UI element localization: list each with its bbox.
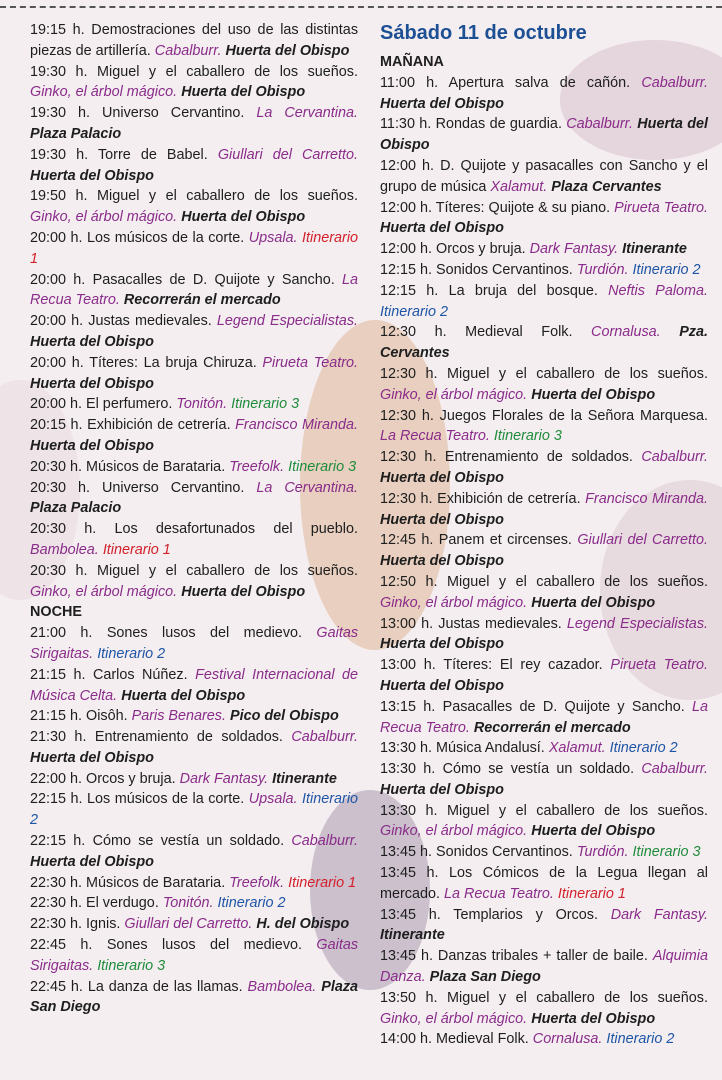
entry-group: Turdión.: [576, 844, 629, 861]
schedule-entry: [380, 905, 708, 947]
entry-title: Miguel y el caballero de los sueños.: [447, 989, 708, 1006]
entry-title: Juegos Florales de la Señora Marquesa.: [439, 407, 708, 424]
schedule-entry: [380, 946, 708, 988]
entry-title: Los músicos de la corte.: [87, 229, 245, 246]
entry-group: Festival Internacional de Música Celta.: [30, 666, 358, 704]
entry-time: 14:00 h.: [380, 1031, 433, 1048]
entry-location: Huerta del Obispo: [380, 511, 504, 528]
entry-group: Ginko, el árbol mágico.: [30, 209, 178, 226]
entry-group: Giullari del Carretto.: [124, 916, 253, 933]
entry-title: Miguel y el caballero de los sueños.: [97, 188, 358, 205]
entry-location: Plaza San Diego: [429, 969, 541, 986]
entry-group: La Recua Teatro.: [380, 428, 490, 445]
entry-time: 22:45 h.: [30, 937, 93, 954]
schedule-entry: [380, 114, 708, 156]
schedule-entry: [380, 260, 708, 281]
entry-title: Torre de Babel.: [97, 146, 208, 163]
entry-time: 12:15 h.: [380, 282, 439, 299]
entry-location: Huerta del Obispo: [380, 469, 504, 486]
entry-group: Tonitón.: [176, 396, 228, 413]
schedule-entry: [380, 447, 708, 489]
entry-time: 19:50 h.: [30, 188, 88, 205]
entry-title: Universo Cervantino.: [102, 479, 245, 496]
schedule-entry: [30, 893, 358, 914]
schedule-entry: [380, 364, 708, 406]
entry-group: Cabalburr.: [566, 116, 633, 133]
entry-group: Xalamut.: [548, 740, 606, 757]
entry-title: Oisôh.: [86, 708, 128, 725]
entry-itinerary: Itinerario 2: [97, 645, 166, 662]
entry-itinerary: Itinerario 2: [217, 895, 286, 912]
entry-group: La Cervantina.: [256, 105, 358, 122]
schedule-entry: [380, 738, 708, 759]
entry-location: Huerta del Obispo: [30, 167, 154, 184]
entry-title: Sones lusos del medievo.: [106, 937, 303, 954]
entry-title: Música Andalusí.: [436, 740, 545, 757]
entry-time: 21:30 h.: [30, 729, 87, 746]
entry-title: La bruja del bosque.: [448, 282, 598, 299]
entry-time: 11:30 h.: [380, 116, 432, 133]
entry-group: Cabalburr.: [641, 74, 708, 91]
schedule-entry: [30, 103, 358, 145]
schedule-entry: [380, 655, 708, 697]
entry-title: Sonidos Cervantinos.: [436, 844, 573, 861]
schedule-entry: [30, 311, 358, 353]
entry-itinerary: Itinerario 1: [288, 874, 357, 891]
entry-location: Huerta del Obispo: [30, 333, 154, 350]
entry-title: Miguel y el caballero de los sueños.: [447, 573, 708, 590]
entry-time: 13:30 h.: [380, 802, 438, 819]
entry-group: Giullari del Carretto.: [577, 532, 709, 549]
schedule-entry: [30, 457, 358, 478]
entry-group: Treefolk.: [229, 874, 285, 891]
schedule-entry: [30, 935, 358, 977]
entry-time: 12:00 h.: [380, 241, 433, 258]
schedule-entry: [30, 789, 358, 831]
entry-group: Paris Benares.: [131, 708, 226, 725]
entry-group: Xalamut.: [490, 178, 548, 195]
entry-title: Apertura salva de cañón.: [448, 74, 631, 91]
entry-time: 20:30 h.: [30, 479, 91, 496]
entry-time: 22:30 h.: [30, 874, 83, 891]
entry-time: 12:30 h.: [380, 407, 434, 424]
entry-time: 12:30 h.: [380, 490, 433, 507]
entry-location: Huerta del Obispo: [121, 687, 246, 704]
section-heading: MAÑANA: [380, 54, 444, 70]
entry-group: Neftis Paloma.: [608, 282, 709, 299]
schedule-entry: [30, 270, 358, 312]
entry-group: Gaitas Sirigaitas.: [30, 625, 359, 662]
entry-time: 13:45 h.: [380, 865, 439, 882]
entry-title: Entrenamiento de soldados.: [444, 449, 633, 466]
entry-title: Músicos de Barataria.: [86, 458, 226, 475]
entry-location: Huerta del Obispo: [30, 375, 154, 392]
entry-location: Recorrerán el mercado: [123, 292, 281, 309]
entry-itinerary: Itinerario 2: [632, 261, 701, 278]
entry-title: Miguel y el caballero de los sueños.: [97, 562, 358, 579]
entry-time: 20:30 h.: [30, 562, 88, 579]
entry-time: 22:00 h.: [30, 770, 83, 787]
entry-time: 13:45 h.: [380, 844, 433, 861]
schedule-entry: [30, 519, 358, 561]
schedule-entry: [30, 727, 358, 769]
entry-location: Huerta del Obispo: [531, 594, 656, 611]
schedule-entry: [380, 988, 708, 1030]
entry-time: 13:30 h.: [380, 740, 433, 757]
entry-location: Huerta del Obispo: [380, 553, 504, 570]
schedule-entry: [30, 623, 358, 665]
schedule-entry: [380, 156, 708, 198]
entry-time: 22:30 h.: [30, 895, 83, 912]
schedule-entry: [380, 239, 708, 260]
entry-location: Huerta del Obispo: [225, 42, 350, 59]
entry-time: 19:30 h.: [30, 146, 89, 163]
schedule-entry: [30, 977, 358, 1019]
entry-itinerary: Itinerario 1: [557, 885, 626, 902]
entry-group: Francisco Miranda.: [585, 490, 709, 507]
entry-time: 13:30 h.: [380, 761, 436, 778]
schedule-entry: [380, 697, 708, 739]
entry-group: Dark Fantasy.: [179, 770, 269, 787]
entry-location: Itinerante: [272, 770, 337, 787]
entry-group: Pirueta Teatro.: [610, 657, 709, 674]
schedule-entry: [30, 665, 358, 707]
entry-time: 12:30 h.: [380, 324, 447, 341]
entry-group: Cabalburr.: [641, 761, 709, 778]
entry-itinerary: Itinerario 1: [30, 229, 359, 267]
entry-time: 19:30 h.: [30, 105, 91, 122]
entry-title: Ignis.: [86, 916, 121, 933]
entry-time: 20:30 h.: [30, 521, 97, 538]
entry-location: Huerta del Obispo: [181, 209, 306, 226]
entry-title: Carlos Núñez.: [92, 666, 188, 683]
entry-title: Orcos y bruja.: [436, 241, 526, 258]
entry-title: Medieval Folk.: [465, 324, 573, 341]
schedule-entry: [380, 614, 708, 656]
entry-time: 20:30 h.: [30, 458, 83, 475]
entry-time: 13:00 h.: [380, 615, 434, 632]
entry-time: 20:00 h.: [30, 354, 84, 371]
schedule-entry: [30, 873, 358, 894]
entry-location: Huerta del Obispo: [380, 781, 504, 798]
entry-group: Cabalburr.: [154, 42, 222, 59]
schedule-entry: [380, 572, 708, 614]
schedule-entry: [380, 322, 708, 364]
entry-group: Ginko, el árbol mágico.: [380, 1010, 528, 1027]
entry-location: Plaza San Diego: [30, 978, 359, 1016]
entry-location: Plaza Cervantes: [551, 178, 662, 195]
entry-itinerary: Itinerario 3: [97, 957, 166, 974]
entry-group: La Recua Teatro.: [444, 885, 554, 902]
day-heading: Sábado 11 de octubre: [380, 22, 587, 44]
entry-location: Huerta del Obispo: [531, 1010, 656, 1027]
entry-title: Entrenamiento de soldados.: [94, 729, 283, 746]
schedule-entry: [30, 228, 358, 270]
entry-title: Los Cómicos de la Legua llegan al mercado.: [380, 865, 709, 902]
schedule-entry: [380, 406, 708, 448]
entry-location: Itinerante: [380, 927, 445, 944]
entry-group: Gaitas Sirigaitas.: [30, 937, 359, 974]
entry-group: Cornalusa.: [591, 324, 661, 341]
entry-title: Los músicos de la corte.: [87, 791, 245, 808]
entry-title: El perfumero.: [86, 396, 173, 413]
entry-title: Títeres: Quijote & su piano.: [435, 199, 611, 216]
schedule-entry: [380, 489, 708, 531]
entry-group: Ginko, el árbol mágico.: [380, 594, 528, 611]
schedule-entry: [380, 281, 708, 323]
entry-location: Huerta del Obispo: [380, 116, 708, 154]
entry-time: 12:45 h.: [380, 532, 434, 549]
entry-location: Recorrerán el mercado: [473, 719, 631, 736]
entry-title: Exhibición de cetrería.: [87, 417, 231, 434]
entry-title: Sonidos Cervantinos.: [436, 261, 573, 278]
entry-time: 12:15 h.: [380, 261, 433, 278]
top-dashed-divider: [0, 6, 722, 8]
entry-time: 13:45 h.: [380, 906, 441, 923]
schedule-entry: [30, 20, 358, 62]
entry-time: 21:15 h.: [30, 708, 83, 725]
entry-title: Los desafortunados del pueblo.: [114, 521, 359, 538]
schedule-entry: [30, 145, 358, 187]
entry-title: Miguel y el caballero de los sueños.: [447, 802, 708, 819]
entry-time: 22:45 h.: [30, 978, 83, 995]
entry-title: Justas medievales.: [88, 313, 212, 330]
entry-group: Bambolea.: [247, 978, 317, 995]
entry-location: Huerta del Obispo: [380, 636, 504, 653]
entry-location: Plaza Palacio: [30, 125, 122, 142]
entry-itinerary: Itinerario 2: [606, 1031, 675, 1048]
schedule-entry: [380, 842, 708, 863]
entry-group: Legend Especialistas.: [216, 313, 359, 330]
entry-group: Bambolea.: [30, 541, 99, 558]
entry-group: La Cervantina.: [256, 479, 358, 496]
entry-location: Huerta del Obispo: [531, 823, 656, 840]
entry-group: Ginko, el árbol mágico.: [380, 386, 528, 403]
right-column: [380, 20, 708, 1050]
entry-location: Pico del Obispo: [230, 708, 339, 725]
entry-group: Ginko, el árbol mágico.: [30, 84, 178, 101]
entry-time: 20:00 h.: [30, 313, 84, 330]
entry-location: Huerta del Obispo: [30, 437, 154, 454]
entry-time: 22:15 h.: [30, 833, 86, 850]
entry-title: Cómo se vestía un soldado.: [92, 833, 285, 850]
entry-time: 12:50 h.: [380, 573, 438, 590]
entry-itinerary: Itinerario 1: [102, 541, 171, 558]
entry-location: Itinerante: [622, 241, 687, 258]
entry-group: Dark Fantasy.: [610, 906, 708, 923]
entry-itinerary: Itinerario 2: [380, 303, 448, 320]
entry-group: Treefolk.: [229, 458, 285, 475]
entry-title: Demostraciones del uso de las distintas piezas de artillería.: [30, 22, 359, 59]
entry-time: 12:30 h.: [380, 449, 437, 466]
entry-title: Miguel y el caballero de los sueños.: [447, 365, 708, 382]
entry-location: Huerta del Obispo: [30, 749, 154, 766]
entry-group: Pirueta Teatro.: [614, 199, 709, 216]
entry-group: La Recua Teatro.: [30, 271, 359, 309]
entry-title: La danza de las llamas.: [87, 978, 243, 995]
entry-location: Pza. Cervantes: [380, 324, 708, 362]
entry-title: Exhibición de cetrería.: [437, 490, 581, 507]
entry-time: 20:15 h.: [30, 417, 83, 434]
entry-time: 20:00 h.: [30, 271, 86, 288]
entry-time: 20:00 h.: [30, 396, 83, 413]
entry-group: Upsala.: [248, 229, 298, 246]
entry-group: Dark Fantasy.: [529, 241, 619, 258]
schedule-entry: [380, 73, 708, 115]
schedule-entry: [380, 863, 708, 905]
schedule-entry: [30, 914, 358, 935]
entry-time: 11:00 h.: [380, 74, 439, 91]
entry-time: 12:00 h.: [380, 199, 433, 216]
entry-title: Miguel y el caballero de los sueños.: [97, 63, 358, 80]
schedule-entry: [30, 62, 358, 104]
entry-time: 13:00 h.: [380, 657, 436, 674]
entry-location: Huerta del Obispo: [181, 84, 306, 101]
entry-title: Sones lusos del medievo.: [106, 625, 303, 642]
entry-time: 22:15 h.: [30, 791, 83, 808]
entry-title: Pasacalles de D. Quijote y Sancho.: [442, 698, 685, 715]
schedule-entry: [30, 394, 358, 415]
entry-time: 12:30 h.: [380, 365, 438, 382]
schedule-entry: [30, 478, 358, 520]
entry-itinerary: Itinerario 3: [632, 844, 701, 861]
entry-location: H. del Obispo: [256, 916, 350, 933]
entry-time: 19:15 h.: [30, 22, 85, 38]
entry-title: Músicos de Barataria.: [86, 874, 226, 891]
entry-title: Templarios y Orcos.: [453, 906, 598, 923]
entry-title: Rondas de guardia.: [435, 116, 562, 133]
schedule-entry: [380, 1029, 708, 1050]
entry-itinerary: Itinerario 3: [231, 396, 300, 413]
entry-itinerary: Itinerario 3: [288, 458, 357, 475]
entry-time: 21:15 h.: [30, 666, 86, 683]
entry-title: Cómo se vestía un soldado.: [442, 761, 635, 778]
schedule-entry: [30, 706, 358, 727]
entry-time: 22:30 h.: [30, 916, 83, 933]
schedule-entry: [30, 353, 358, 395]
entry-time: 13:45 h.: [380, 948, 433, 965]
entry-title: Danzas tribales + taller de baile.: [437, 948, 648, 965]
entry-itinerary: Itinerario 2: [609, 740, 678, 757]
entry-title: Títeres: La bruja Chiruza.: [89, 354, 257, 371]
schedule-entry: [30, 831, 358, 873]
entry-location: Huerta del Obispo: [531, 386, 656, 403]
entry-group: Ginko, el árbol mágico.: [380, 823, 528, 840]
entry-itinerary: Itinerario 3: [493, 428, 562, 445]
entry-group: Upsala.: [248, 791, 298, 808]
entry-location: Plaza Palacio: [30, 500, 122, 517]
schedule-entry: [30, 415, 358, 457]
schedule-entry: [30, 186, 358, 228]
entry-group: Cabalburr.: [291, 729, 359, 746]
entry-group: Francisco Miranda.: [235, 417, 359, 434]
entry-time: 13:15 h.: [380, 698, 436, 715]
entry-time: 20:00 h.: [30, 229, 83, 246]
entry-group: Cabalburr.: [291, 833, 359, 850]
entry-group: Pirueta Teatro.: [262, 354, 358, 371]
entry-title: Orcos y bruja.: [86, 770, 176, 787]
entry-group: Legend Especialistas.: [566, 615, 709, 632]
left-column: [30, 20, 358, 1018]
entry-title: Títeres: El rey cazador.: [443, 657, 603, 674]
entry-time: 13:50 h.: [380, 989, 438, 1006]
entry-group: Alquimia Danza.: [380, 948, 709, 986]
schedule-entry: [380, 759, 708, 801]
entry-title: D. Quijote y pasacalles con Sancho y el grupo de música: [380, 157, 708, 195]
section-heading: NOCHE: [30, 604, 82, 621]
entry-time: 19:30 h.: [30, 63, 88, 80]
entry-title: Medieval Folk.: [436, 1031, 529, 1048]
schedule-entry: [380, 530, 708, 572]
entry-itinerary: Itinerario 2: [30, 791, 359, 829]
entry-location: Huerta del Obispo: [380, 220, 504, 237]
entry-title: Justas medievales.: [438, 615, 562, 632]
schedule-entry: [380, 801, 708, 843]
entry-title: Pasacalles de D. Quijote y Sancho.: [92, 271, 335, 288]
schedule-entry: [380, 198, 708, 240]
entry-group: Ginko, el árbol mágico.: [30, 583, 178, 600]
entry-group: Giullari del Carretto.: [217, 146, 359, 163]
entry-time: 21:00 h.: [30, 625, 93, 642]
entry-title: Universo Cervantino.: [102, 105, 245, 122]
entry-title: El verdugo.: [86, 895, 159, 912]
entry-group: Tonitón.: [162, 895, 214, 912]
entry-time: 12:00 h.: [380, 157, 435, 174]
entry-group: Turdión.: [576, 261, 629, 278]
entry-location: Huerta del Obispo: [181, 583, 306, 600]
entry-location: Huerta del Obispo: [30, 853, 154, 870]
entry-location: Huerta del Obispo: [380, 677, 504, 694]
entry-group: La Recua Teatro.: [380, 698, 709, 736]
entry-title: Panem et circenses.: [438, 532, 572, 549]
schedule-entry: [30, 769, 358, 790]
schedule-entry: [30, 561, 358, 603]
entry-group: Cornalusa.: [532, 1031, 603, 1048]
entry-location: Huerta del Obispo: [380, 95, 504, 112]
entry-group: Cabalburr.: [641, 449, 709, 466]
